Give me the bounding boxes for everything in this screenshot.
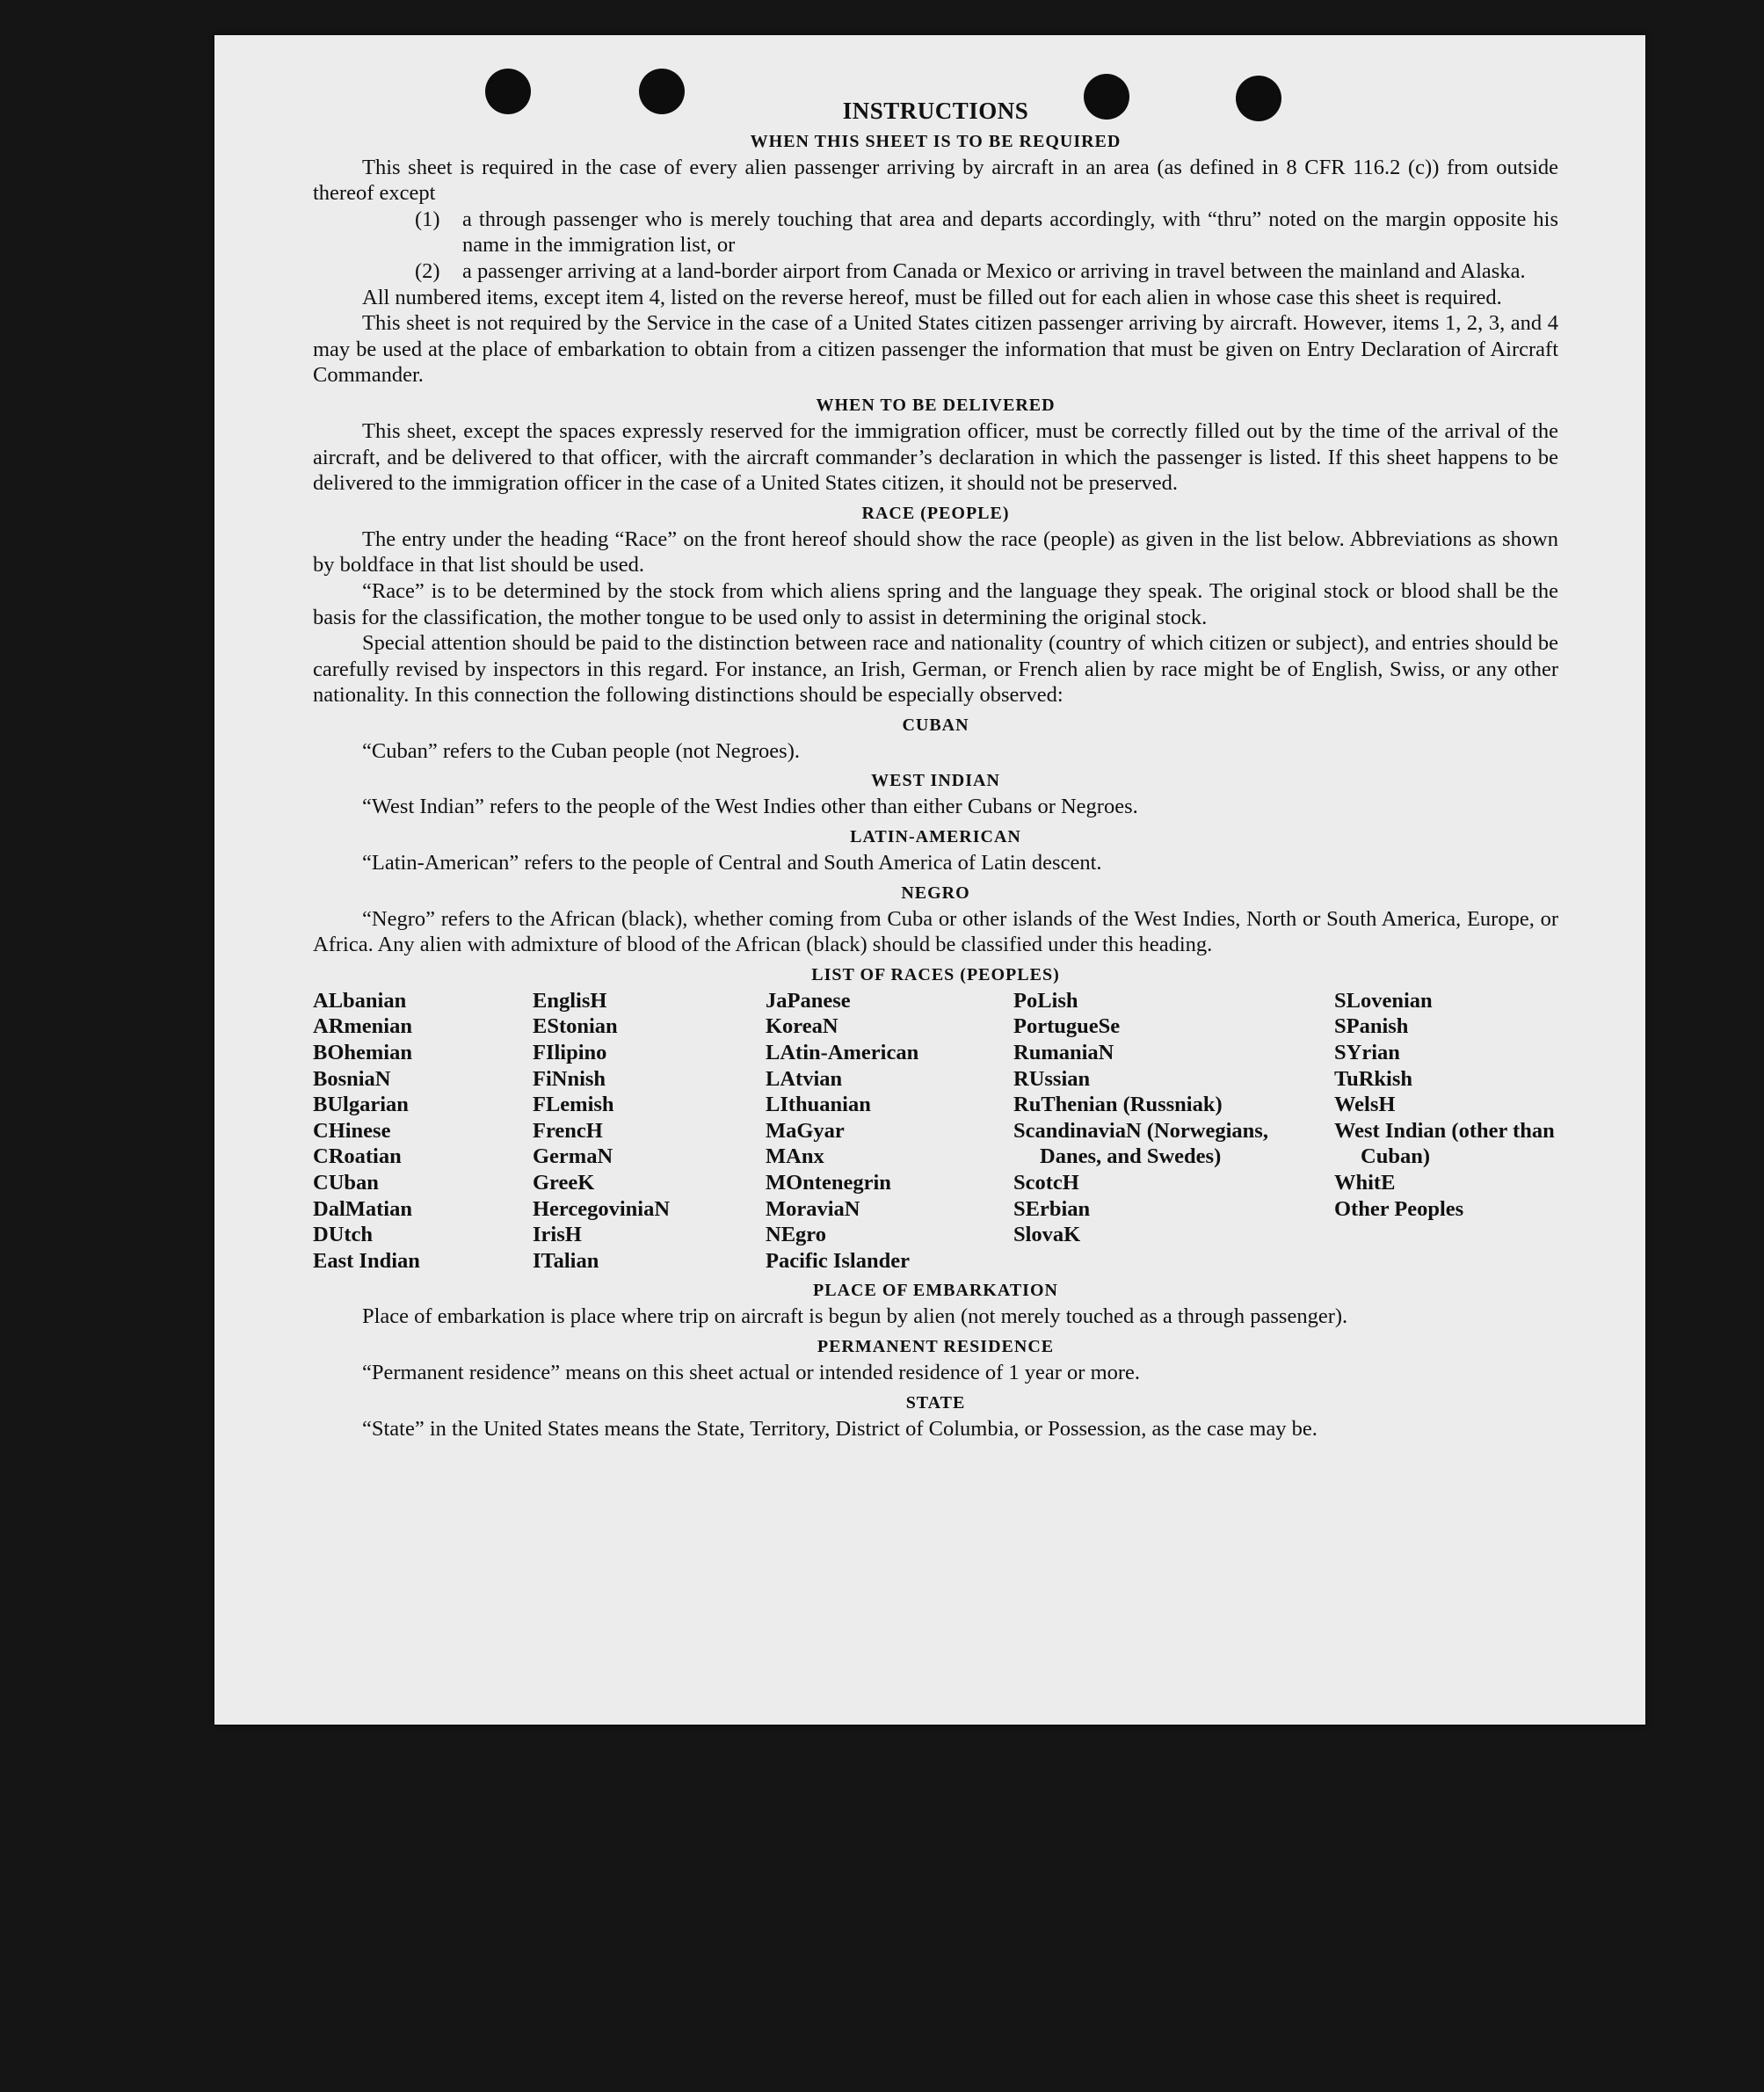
paragraph: Special attention should be paid to the distinction between race and nationality (country of which citizen or subject), and entries should be carefully revised by inspectors in this regard. For instance, an Irish, German, or French alien by race might be of English, Swiss, or any other nationality. In this connection the following distinctions should be especially observed: — [313, 631, 1558, 708]
race-entry: RumaniaN — [1013, 1041, 1114, 1065]
section-heading: PLACE OF EMBARKATION — [813, 1281, 1058, 1301]
race-entry: KoreaN — [766, 1014, 838, 1039]
race-entry: NEgro — [766, 1223, 826, 1247]
race-entry: GreeK — [533, 1171, 595, 1195]
race-entry: DalMatian — [313, 1196, 412, 1221]
race-entry: SYrian — [1334, 1041, 1400, 1065]
race-entry: SLovenian — [1334, 988, 1433, 1013]
paragraph: This sheet is not required by the Service in the case of a United States citizen passenger arriving by aircraft. However, items 1, 2, 3, and 4 may be used at the place of embarkation to obtain from a citizen passenger the information that must be given on Entry Declaration of Aircraft Commander. — [313, 311, 1558, 388]
race-entry: DUtch — [313, 1223, 374, 1247]
race-entry: HercegoviniaN — [533, 1196, 671, 1221]
paragraph: Place of embarkation is place where trip on aircraft is begun by alien (not merely touched as a through passenger). — [362, 1304, 1348, 1329]
races-column — [1013, 988, 1334, 1275]
section-heading: PERMANENT RESIDENCE — [817, 1336, 1055, 1356]
race-entry: West Indian (other than Cuban) — [1334, 1118, 1555, 1169]
paragraph: “Cuban” refers to the Cuban people (not Negroes). — [362, 738, 800, 763]
race-entry: TuRkish — [1334, 1066, 1413, 1091]
race-entry: ALbanian — [313, 988, 407, 1013]
paragraph: “Negro” refers to the African (black), whether coming from Cuba or other islands of the West Indies, North or South America, Europe, or Africa. Any alien with admixture of blood of the African (black) should be classified under this heading. — [313, 906, 1558, 957]
race-entry: JaPanese — [766, 988, 851, 1013]
race-entry: ARmenian — [313, 1014, 412, 1039]
paragraph: This sheet is required in the case of every alien passenger arriving by aircraft in an area (as defined in 8 CFR 116.2 (c)) from outside thereof except — [313, 155, 1558, 206]
races-column — [766, 988, 1013, 1275]
race-entry: EStonian — [533, 1014, 618, 1039]
race-entry: ITalian — [533, 1248, 599, 1273]
race-entry: RuThenian (Russniak) — [1013, 1093, 1223, 1117]
paragraph: “Race” is to be determined by the stock from which aliens spring and the language they speak. The original stock or blood shall be the basis for the classification, the mother tongue to be used only to assist in determining the original stock. — [313, 578, 1558, 629]
race-entry: Pacific Islander — [766, 1248, 910, 1273]
paragraph: This sheet, except the spaces expressly reserved for the immigration officer, must be correctly filled out by the time of the arrival of the aircraft, and be delivered to that officer, with the aircraft commander’s declaration in which the passenger is listed. If this sheet happens to be delivered to the immigration officer in the case of a United States citizen, it should not be preserved. — [313, 418, 1558, 496]
race-entry: WhitE — [1334, 1171, 1396, 1195]
race-entry: IrisH — [533, 1223, 582, 1247]
race-entry: LIthuanian — [766, 1093, 871, 1117]
section-heading: RACE (PEOPLE) — [861, 503, 1010, 523]
instructions-content — [313, 98, 1558, 1442]
paragraph: “Latin-American” refers to the people of Central and South America of Latin descent. — [362, 851, 1102, 875]
races-column — [313, 988, 533, 1275]
race-entry: RUssian — [1013, 1066, 1091, 1091]
section-heading: STATE — [905, 1392, 966, 1413]
section-heading: NEGRO — [901, 883, 970, 903]
race-entry: BOhemian — [313, 1041, 412, 1065]
race-entry: East Indian — [313, 1248, 420, 1273]
section-heading: LATIN-AMERICAN — [850, 827, 1021, 847]
paragraph: “West Indian” refers to the people of the West Indies other than either Cubans or Negroes. — [362, 795, 1138, 819]
race-entry: CRoatian — [313, 1144, 402, 1169]
race-entry: PortugueSe — [1013, 1014, 1121, 1039]
item-text: a through passenger who is merely touching that area and departs accordingly, with “thru” noted on the margin opposite his name in the immigration list, or — [462, 207, 1558, 258]
item-number: (1) — [415, 207, 440, 231]
paragraph: “State” in the United States means the State, Territory, District of Columbia, or Possession, as the case may be. — [362, 1416, 1318, 1441]
numbered-item — [415, 258, 1558, 285]
race-entry: MAnx — [766, 1144, 824, 1169]
race-entry: EnglisH — [533, 988, 607, 1013]
paragraph: “Permanent residence” means on this sheet actual or intended residence of 1 year or more. — [362, 1360, 1141, 1384]
race-entry: MoraviaN — [766, 1196, 860, 1221]
race-entry: WelsH — [1334, 1093, 1396, 1117]
numbered-item — [415, 207, 1558, 258]
section-heading: WEST INDIAN — [871, 771, 1000, 791]
races-column — [533, 988, 766, 1275]
races-list — [313, 988, 1558, 1275]
race-entry: CHinese — [313, 1118, 391, 1143]
race-entry: BosniaN — [313, 1066, 391, 1091]
race-entry: FiNnish — [533, 1066, 606, 1091]
race-entry: FrencH — [533, 1118, 603, 1143]
item-number: (2) — [415, 258, 440, 283]
document-page — [214, 35, 1645, 1725]
race-entry: SlovaK — [1013, 1223, 1081, 1247]
section-heading: WHEN TO BE DELIVERED — [816, 395, 1056, 415]
section-heading: CUBAN — [902, 715, 969, 735]
race-entry: LAtin-American — [766, 1041, 919, 1065]
races-column — [1334, 988, 1558, 1275]
race-entry: GermaN — [533, 1144, 613, 1169]
race-entry: FIlipino — [533, 1041, 607, 1065]
section-heading: LIST OF RACES (PEOPLES) — [811, 964, 1060, 984]
item-text: a passenger arriving at a land-border airport from Canada or Mexico or arriving in travel between the mainland and Alaska. — [462, 258, 1526, 283]
race-entry: ScandinaviaN (Norwegians, Danes, and Swedes) — [1013, 1118, 1268, 1169]
section-heading: WHEN THIS SHEET IS TO BE REQUIRED — [750, 131, 1122, 151]
race-entry: FLemish — [533, 1093, 614, 1117]
race-entry: SPanish — [1334, 1014, 1409, 1039]
paragraph: The entry under the heading “Race” on the front hereof should show the race (people) as given in the list below. Abbreviations as shown by boldface in that list should be used. — [313, 527, 1558, 577]
race-entry: ScotcH — [1013, 1171, 1079, 1195]
page-title: INSTRUCTIONS — [842, 98, 1029, 124]
race-entry: LAtvian — [766, 1066, 843, 1091]
paragraph: All numbered items, except item 4, listed on the reverse hereof, must be filled out for each alien in whose case this sheet is required. — [362, 285, 1502, 309]
race-entry: BUlgarian — [313, 1093, 409, 1117]
race-entry: CUban — [313, 1171, 379, 1195]
race-entry: MOntenegrin — [766, 1171, 891, 1195]
race-entry: SErbian — [1013, 1196, 1091, 1221]
race-entry: MaGyar — [766, 1118, 845, 1143]
race-entry: PoLish — [1013, 988, 1078, 1013]
race-entry: Other Peoples — [1334, 1196, 1464, 1221]
